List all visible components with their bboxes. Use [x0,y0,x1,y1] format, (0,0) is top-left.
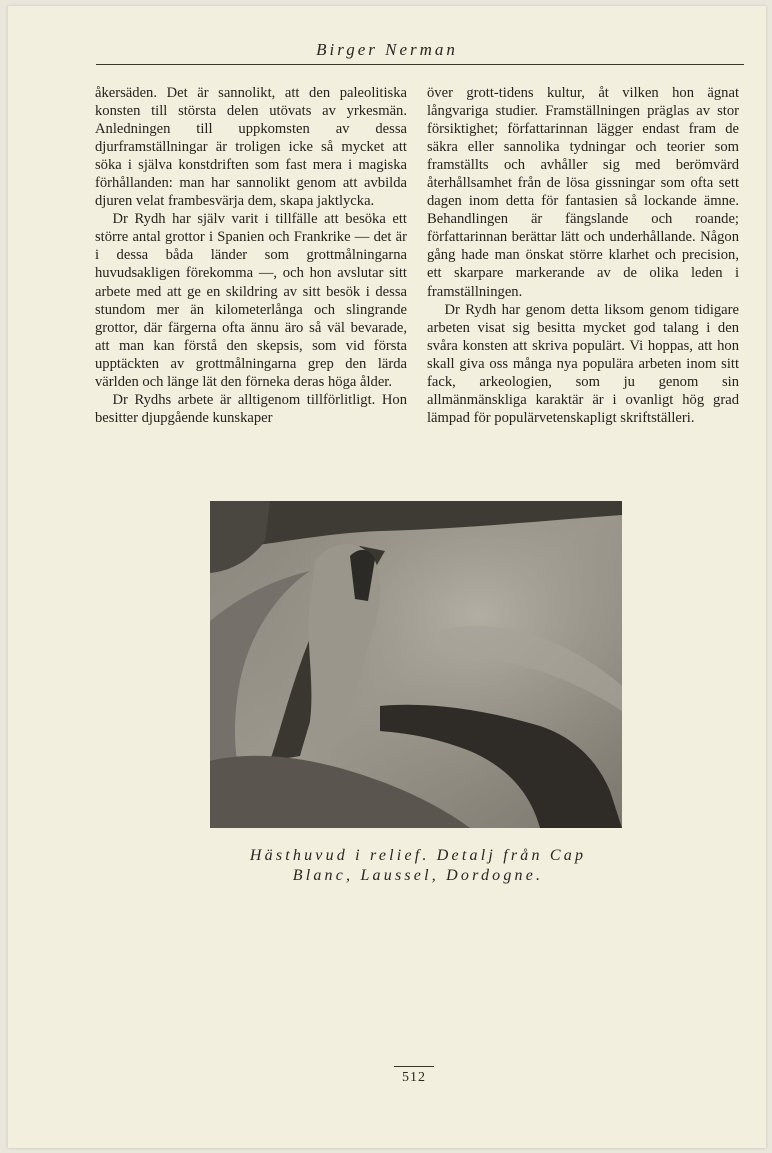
paragraph: över grott-tidens kultur, åt vilken hon ägnat långvariga studier. Framställningen präglas av stor försiktighet; författarinnan lägger endast fram de säkra eller sannolika tydningar och teorier som framställts och avhåller sig med berömvärd återhållsamhet från de lösa gissningar som ofta sett dagen inom detta för fantasien så lockande ämne. Behandlingen är fängslande och roande; författarinnan berättar lätt och underhållande. Någon gång hade man önskat större klarhet och precision, ett skarpare markerande av de olika leden i framställningen. [427,85,739,300]
running-title: Birger Nerman [316,40,458,59]
footer-rule [394,1066,434,1067]
page-number: 512 [402,1070,426,1085]
relief-photo-image [210,501,622,828]
paragraph: åkersäden. Det är sannolikt, att den paleolitiska konsten till största delen utövats av yrkesmän. Anledningen till uppkomsten av dessa djurframställningar är troligen icke så mycket att söka i själva konstdriften som fast mera i magiska förhållanden: man har sannolikt genom att avbilda djuren velat frambesvärja dem, skapa jaktlycka. [95,85,407,210]
caption-line: Blanc, Laussel, Dordogne. [292,867,544,884]
figure-caption [188,846,648,886]
relief-photograph [210,501,622,828]
header-rule [96,64,744,65]
left-column [95,84,407,427]
paragraph: Dr Rydh har själv varit i tillfälle att besöka ett större antal grottor i Spanien och Frankrike — det är i dessa båda länder som grottmålningarna huvudsakligen förekomma —, och hon avslutar sitt arbete med att ge en skildring av sitt besök i dessa stundom mer än kilometerlånga och slingrande grottor, där färgerna ofta ännu äro så väl bevarade, att man kan förstå den skepsis, som vid första upptäckten av grottmålningarna grep den lärda världen och länge lät den förneka deras höga ålder. [95,211,407,390]
paragraph: Dr Rydhs arbete är alltigenom tillförlitligt. Hon besitter djupgående kunskaper [95,391,407,426]
right-column [427,84,739,427]
paragraph: Dr Rydh har genom detta liksom genom tidigare arbeten visat sig besitta mycket god talang i den svåra konsten att skriva populärt. Vi hoppas, att hon skall giva oss många nya populära arbeten inom sitt fack, arkeologien, som ju genom sin allmänmänskliga karaktär är i ovanligt hög grad lämpad för populärvetenskapligt skriftställeri. [427,301,739,426]
caption-line: Hästhuvud i relief. Detalj från Cap [249,847,587,864]
page [8,6,766,1148]
